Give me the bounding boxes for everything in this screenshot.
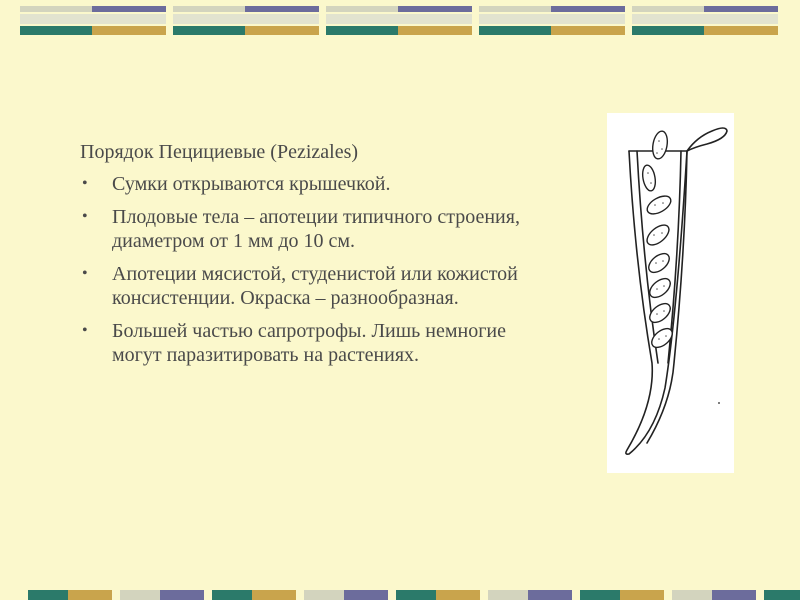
ascus-drawing: [607, 113, 734, 473]
decorative-tile: [326, 6, 472, 35]
operculum: [687, 128, 727, 151]
bullet-item: [80, 205, 550, 253]
decorative-tile: [20, 6, 166, 35]
slide-body: [80, 140, 550, 376]
bullet-item: [80, 172, 550, 196]
ascospores: [641, 130, 676, 351]
bullet-marker: •: [82, 322, 88, 339]
decorative-tile: [479, 6, 625, 35]
slide-heading: Порядок Пецициевые (Pezizales): [80, 141, 359, 163]
bullet-text: Большей частью сапротрофы. Лишь немногие могут паразитировать на растениях.: [112, 320, 506, 366]
bullet-list: [80, 172, 550, 367]
bullet-marker: •: [82, 208, 88, 225]
bullet-text: Плодовые тела – апотеции типичного строения, диаметром от 1 мм до 10 см.: [112, 206, 520, 252]
ascus-outer-left-wall: [626, 151, 687, 454]
decorative-bottom-band: [0, 590, 800, 600]
decorative-tile: [173, 6, 319, 35]
bullet-marker: •: [82, 175, 88, 192]
decorative-top-band: [0, 0, 800, 40]
bullet-item: [80, 262, 550, 310]
decorative-tile: [632, 6, 778, 35]
ascus-illustration: [607, 113, 734, 473]
bullet-text: Апотеции мясистой, студенистой или кожистой консистенции. Окраска – разнообразная.: [112, 263, 518, 309]
bullet-text: Сумки открываются крышечкой.: [112, 173, 391, 195]
bullet-item: [80, 319, 550, 367]
bullet-marker: •: [82, 265, 88, 282]
